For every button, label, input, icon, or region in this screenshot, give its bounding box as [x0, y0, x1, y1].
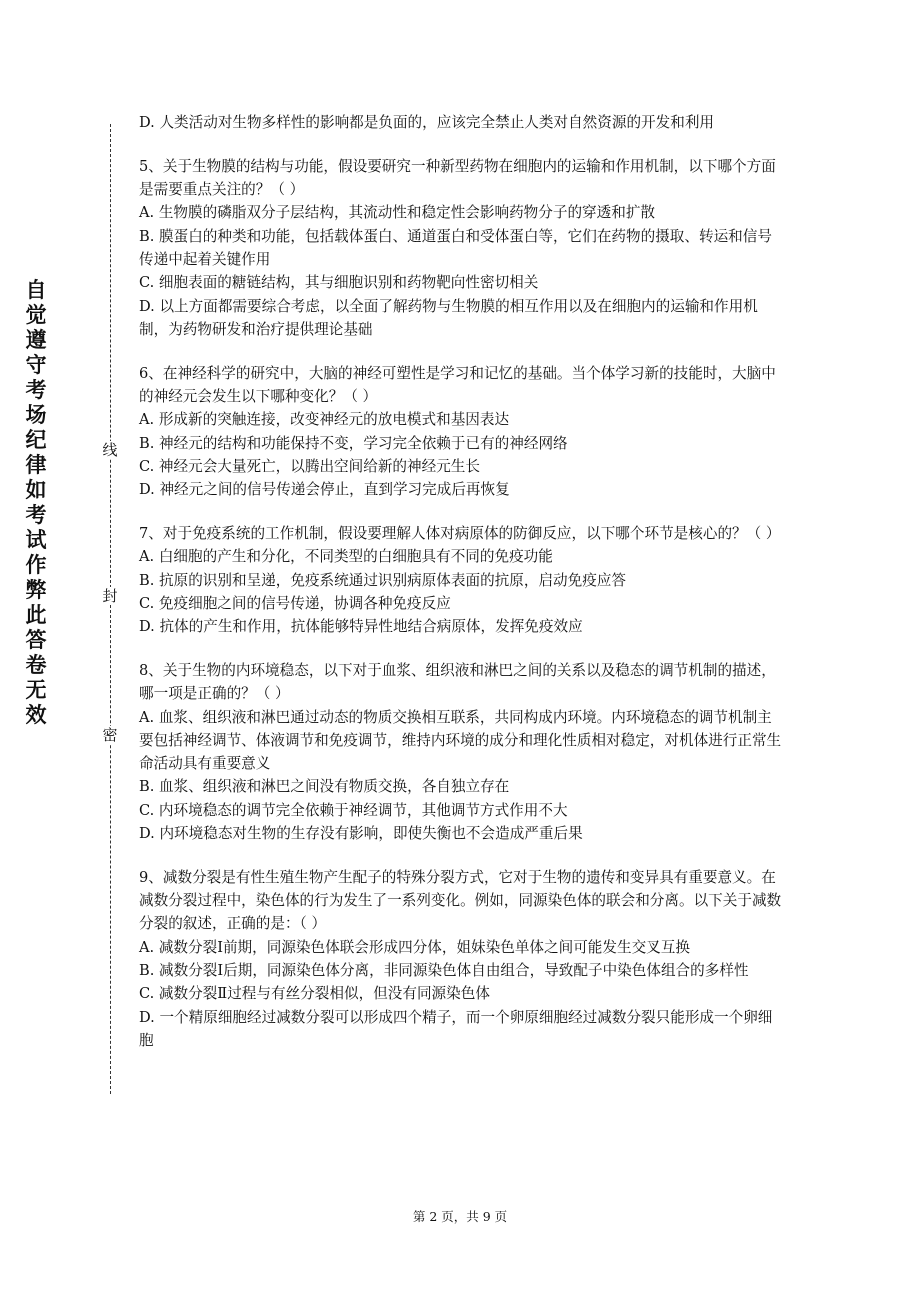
question-9 [139, 866, 784, 1052]
question-7 [139, 522, 784, 638]
option-d: D. 内环境稳态对生物的生存没有影响，即使失衡也不会造成严重后果 [139, 825, 583, 843]
option-c: C. 免疫细胞之间的信号传递，协调各种免疫反应 [139, 594, 451, 612]
binding-label-line: 线 [102, 441, 118, 459]
option-c: C. 内环境稳态的调节完全依赖于神经调节，其他调节方式作用不大 [139, 801, 568, 819]
question-8 [139, 659, 784, 845]
option-a: A. 生物膜的磷脂双分子层结构，其流动性和稳定性会影响药物分子的穿透和扩散 [139, 204, 656, 222]
page-number: 第 2 页，共 9 页 [412, 1209, 508, 1224]
binding-dashed-line [110, 124, 111, 1094]
option-d: D. 神经元之间的信号传递会停止，直到学习完成后再恢复 [139, 481, 510, 499]
option-b: B. 血浆、组织液和淋巴之间没有物质交换，各自独立存在 [139, 778, 510, 796]
option-b: B. 神经元的结构和功能保持不变，学习完全依赖于已有的神经网络 [139, 434, 568, 452]
option-d: D. 抗体的产生和作用，抗体能够特异性地结合病原体，发挥免疫效应 [139, 618, 583, 636]
option-a: A. 白细胞的产生和分化，不同类型的白细胞具有不同的免疫功能 [139, 548, 553, 566]
question-stem: 9、减数分裂是有性生殖生物产生配子的特殊分裂方式，它对于生物的遗传和变异具有重要意义。在减数分裂过程中，染色体的行为发生了一系列变化。例如，同源染色体的联会和分离。以下关于减数分裂的叙述，正确的是：（ ） [139, 868, 782, 933]
option-d: D. 人类活动对生物多样性的影响都是负面的，应该完全禁止人类对自然资源的开发和利用 [139, 114, 715, 131]
exam-discipline-notice: 自觉遵守考场纪律如考试作弊此答卷无效 [25, 278, 47, 727]
option-a: A. 减数分裂Ⅰ前期，同源染色体联会形成四分体，姐妹染色单体之间可能发生交叉互换 [139, 938, 690, 956]
question-6 [139, 362, 784, 502]
question-5 [139, 155, 784, 341]
option-c: C. 神经元会大量死亡，以腾出空间给新的神经元生长 [139, 457, 480, 475]
question-stem: 7、对于免疫系统的工作机制，假设要理解人体对病原体的防御反应，以下哪个环节是核心的？（ ） [139, 524, 781, 542]
binding-label-seal: 封 [102, 587, 118, 605]
option-b: B. 抗原的识别和呈递，免疫系统通过识别病原体表面的抗原，启动免疫应答 [139, 571, 627, 589]
question-4-tail [139, 111, 784, 134]
binding-label-secret: 密 [102, 726, 118, 744]
option-a: A. 血浆、组织液和淋巴通过动态的物质交换相互联系，共同构成内环境。内环境稳态的调节机制主要包括神经调节、体液调节和免疫调节，维持内环境的成分和理化性质相对稳定，对机体进行正常生命活动具有重要意义 [139, 708, 782, 773]
question-stem: 5、关于生物膜的结构与功能，假设要研究一种新型药物在细胞内的运输和作用机制，以下哪个方面是需要重点关注的？（ ） [139, 157, 776, 199]
option-d: D. 以上方面都需要综合考虑，以全面了解药物与生物膜的相互作用以及在细胞内的运输和作用机制，为药物研发和治疗提供理论基础 [139, 297, 758, 338]
question-stem: 8、关于生物的内环境稳态，以下对于血浆、组织液和淋巴之间的关系以及稳态的调节机制的描述，哪一项是正确的？（ ） [139, 661, 776, 703]
questions-content [139, 111, 784, 1073]
option-c: C. 减数分裂Ⅱ过程与有丝分裂相似，但没有同源染色体 [139, 985, 490, 1003]
option-b: B. 膜蛋白的种类和功能，包括载体蛋白、通道蛋白和受体蛋白等，它们在药物的摄取、转运和信号传递中起着关键作用 [139, 227, 772, 268]
option-a: A. 形成新的突触连接，改变神经元的放电模式和基因表达 [139, 411, 510, 429]
option-c: C. 细胞表面的糖链结构，其与细胞识别和药物靶向性密切相关 [139, 274, 539, 292]
question-stem: 6、在神经科学的研究中，大脑的神经可塑性是学习和记忆的基础。当个体学习新的技能时，大脑中的神经元会发生以下哪种变化？（ ） [139, 364, 776, 405]
option-d: D. 一个精原细胞经过减数分裂可以形成四个精子，而一个卵原细胞经过减数分裂只能形成一个卵细胞 [139, 1008, 773, 1049]
option-b: B. 减数分裂Ⅰ后期，同源染色体分离，非同源染色体自由组合，导致配子中染色体组合的多样性 [139, 962, 749, 979]
